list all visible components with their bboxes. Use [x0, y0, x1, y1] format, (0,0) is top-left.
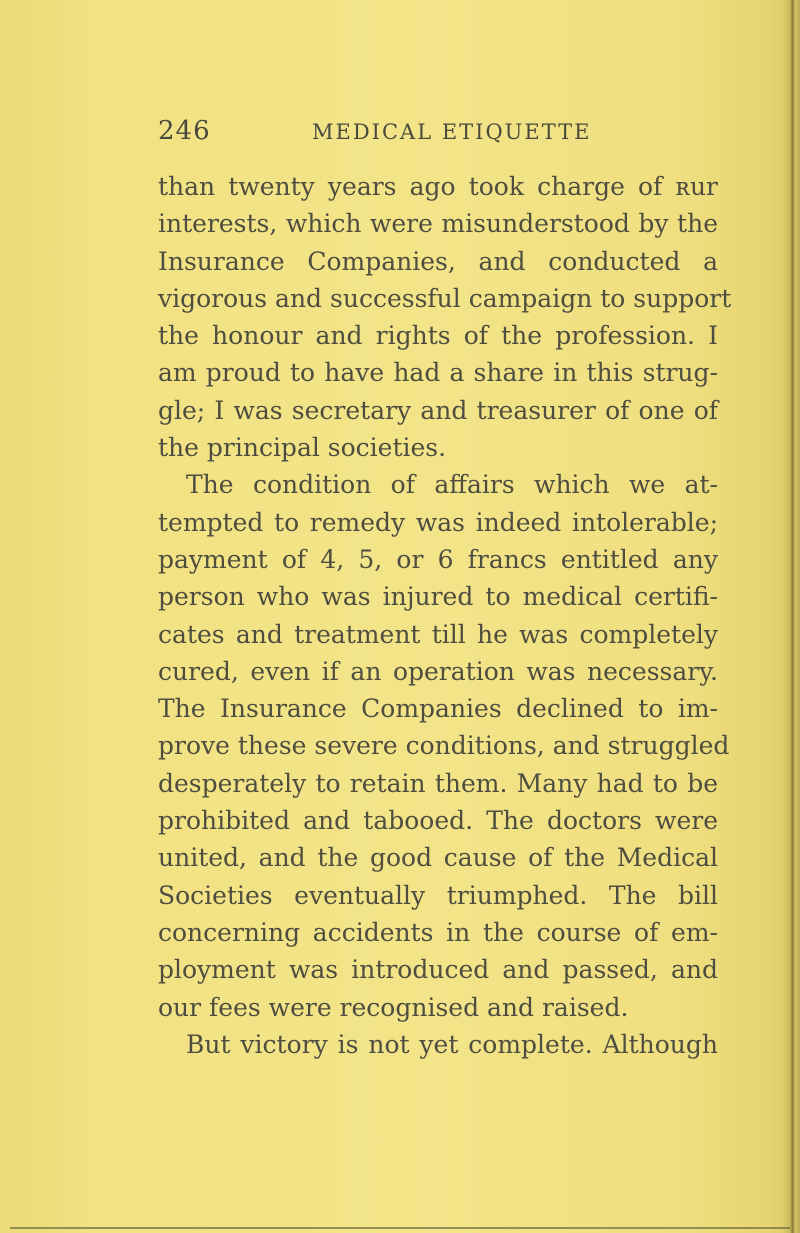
page-bottom-edge — [10, 1227, 790, 1229]
text-line: payment of 4, 5, or 6 francs entitled any — [158, 544, 718, 574]
text-line: person who was injured to medical certifi- — [158, 582, 718, 612]
page-number: 246 — [158, 116, 211, 146]
text-line: the honour and rights of the profession. I — [158, 321, 718, 351]
text-line: the principal societies. — [158, 433, 447, 463]
text-line: cured, even if an operation was necessary. — [158, 656, 718, 686]
text-line: The Insurance Companies declined to im- — [158, 694, 718, 724]
text-line: prohibited and tabooed. The doctors were — [158, 806, 718, 836]
page-header — [158, 116, 718, 156]
text-line: tempted to remedy was indeed intolerable; — [158, 507, 718, 537]
text-line: united, and the good cause of the Medical — [158, 843, 718, 873]
text-line: The condition of affairs which we at- — [186, 470, 718, 500]
text-line: prove these severe conditions, and struggled — [158, 731, 730, 761]
body-text — [158, 168, 732, 1063]
text-line: interests, which were misunderstood by the — [158, 209, 718, 239]
text-line: desperately to retain them. Many had to be — [158, 768, 718, 798]
text-line: cates and treatment till he was completely — [158, 619, 718, 649]
page-binding-edge — [784, 0, 800, 1233]
text-line: Insurance Companies, and conducted a — [158, 246, 718, 276]
text-line: concerning accidents in the course of em- — [158, 917, 718, 947]
text-line: ployment was introduced and passed, and — [158, 955, 718, 985]
text-line: But victory is not yet complete. Although — [186, 1029, 718, 1059]
text-line: am proud to have had a share in this strug- — [158, 358, 718, 388]
text-line: than twenty years ago took charge of ʀur — [158, 172, 718, 201]
running-title: MEDICAL ETIQUETTE — [312, 120, 592, 144]
text-line: vigorous and successful campaign to support — [158, 283, 732, 313]
text-line: our fees were recognised and raised. — [158, 992, 629, 1022]
text-line: gle; I was secretary and treasurer of one of — [158, 395, 718, 425]
text-line: Societies eventually triumphed. The bill — [158, 880, 718, 910]
